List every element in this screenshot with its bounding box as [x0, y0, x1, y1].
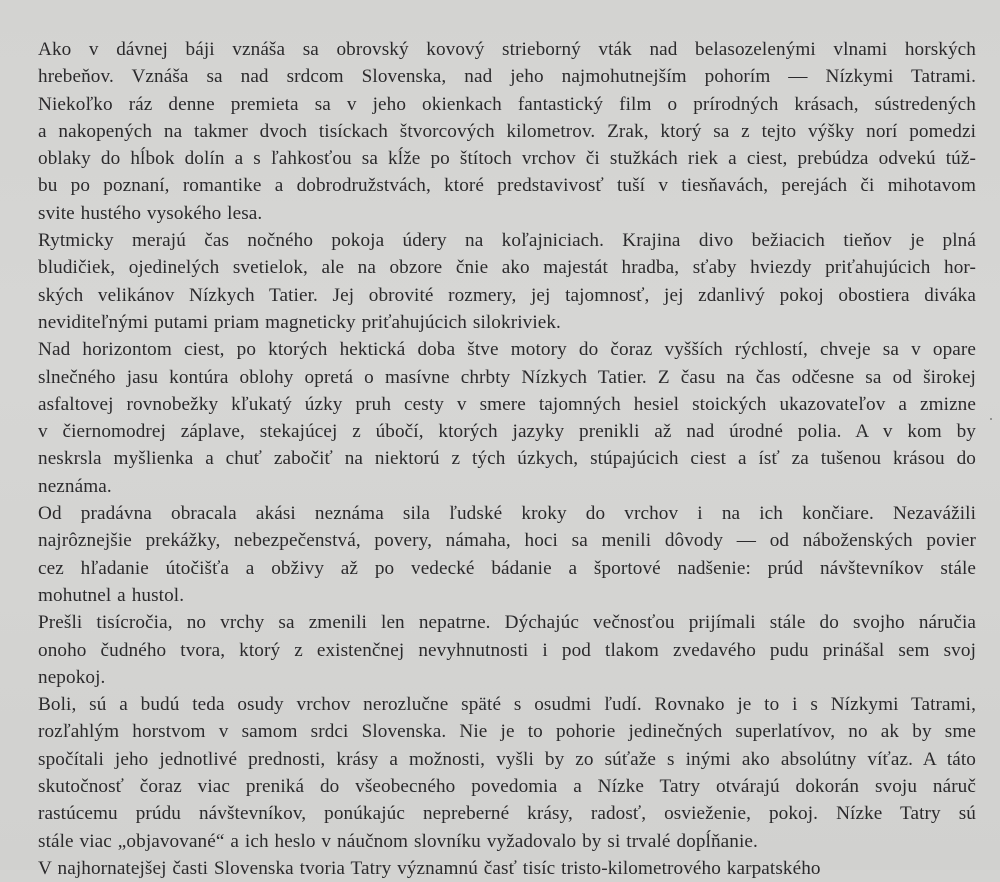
- text-line: neznáma.: [38, 475, 112, 497]
- text-line: ských velikánov Nízkych Tatier. Jej obrovité rozmery, jej tajomnosť, jej zdanlivý pokoj obostiera diváka: [38, 284, 976, 306]
- text-line: hrebeňov. Vznáša sa nad srdcom Slovenska, nad jeho najmohutnejším pohorím — Nízkymi Tatrami.: [38, 66, 976, 88]
- paragraph-3: [38, 336, 976, 500]
- text-line: a nakopených na takmer dvoch tisíckach štvorcových kilometrov. Zrak, ktorý sa z tejto výšky norí pomedzi: [38, 120, 976, 142]
- text-line: mohutnel a hustol.: [38, 584, 185, 606]
- text-line: bu po poznaní, romantike a dobrodružstvách, ktoré predstavivosť tuší v tiesňavách, perejách či mihotavom: [38, 175, 976, 197]
- text-line: Od pradávna obracala akási neznáma sila ľudské kroky do vrchov i na ich končiare. Nezavážili: [38, 503, 976, 525]
- text-line: stále viac „objavované“ a ich heslo v náučnom slovníku vyžadovalo by si trvalé dopĺňanie.: [38, 830, 758, 852]
- text-line: Boli, sú a budú teda osudy vrchov nerozlučne späté s osudmi ľudí. Rovnako je to i s Nízkymi Tatrami,: [38, 694, 976, 716]
- text-line: Ako v dávnej báji vznáša sa obrovský kovový strieborný vták nad belasozelenými vlnami horských: [38, 39, 976, 60]
- text-line: Prešli tisícročia, no vrchy sa zmenili len nepatrne. Dýchajúc večnosťou prijímali stále do svojho náručia: [38, 612, 976, 634]
- paper-speck: [990, 418, 992, 420]
- paragraph-7: [38, 855, 976, 882]
- text-line: Rytmicky merajú čas nočného pokoja údery na koľajniciach. Krajina divo bežiacich tieňov je plná: [38, 230, 976, 252]
- text-line: cez hľadanie útočišťa a obživy až po vedecké bádanie a športové nadšenie: prúd návštevníkov stále: [38, 557, 976, 579]
- paragraph-6: [38, 691, 976, 855]
- text-line: v čiernomodrej záplave, stekajúcej z úbočí, ktorých jazyky prenikli až nad úrodné polia. A v kom by: [38, 421, 976, 443]
- text-line: Nad horizontom ciest, po ktorých hektická doba štve motory do čoraz vyšších rýchlostí, chveje sa v opare: [38, 339, 976, 361]
- paragraph-4: [38, 500, 976, 609]
- text-line: Niekoľko ráz denne premieta sa v jeho okienkach fantastický film o prírodných krásach, sústredených: [38, 93, 976, 115]
- paragraph-2: [38, 227, 976, 336]
- text-line: neviditeľnými putami priam magneticky priťahujúcich silokriviek.: [38, 311, 561, 333]
- text-line: slnečného jasu kontúra oblohy opretá o masívne chrbty Nízkych Tatier. Z času na čas odčesne sa od širokej: [38, 366, 976, 388]
- text-line: najrôznejšie prekážky, nebezpečenstvá, povery, námaha, hoci sa menili dôvody — od náboženských povier: [38, 530, 976, 552]
- text-line: rastúcemu prúdu návštevníkov, ponúkajúc nepreberné krásy, radosť, osvieženie, pokoj. Nízke Tatry sú: [38, 803, 976, 825]
- text-line: oblaky do hĺbok dolín a s ľahkosťou sa kĺže po štítoch vrchov či stužkách riek a ciest, prebúdza odvekú túž-: [38, 148, 976, 170]
- body-text: [38, 36, 976, 882]
- text-line: skutočnosť čoraz viac preniká do všeobecného povedomia a Nízke Tatry otvárajú dokorán svoju náruč: [38, 776, 976, 798]
- text-line: onoho čudného tvora, ktorý z existenčnej nevyhnutnosti i pod tlakom zvedavého pudu prinášal sem svoj: [38, 639, 976, 661]
- text-line: spočítali jeho jednotlivé prednosti, krásy a možnosti, vyšli by zo súťaže s inými ako absolútny víťaz. A táto: [38, 748, 976, 770]
- text-line: nepokoj.: [38, 666, 106, 688]
- paragraph-1: [38, 36, 976, 227]
- text-line: svite hustého vysokého lesa.: [38, 202, 263, 224]
- paragraph-5: [38, 609, 976, 691]
- text-line: bludičiek, ojedinelých svetielok, ale na obzore čnie ako majestát hradba, sťaby hviezdy priťahujúcich hor-: [38, 257, 976, 279]
- text-line: rozľahlým horstvom v samom srdci Slovenska. Nie je to pohorie jedinečných superlatívov, no ak by sme: [38, 721, 976, 743]
- text-line: asfaltovej rovnobežky kľukatý úzky pruh cesty v smere tajomných hesiel stoických ukazovateľov a zmizne: [38, 393, 976, 415]
- text-line: V najhornatejšej časti Slovenska tvoria Tatry významnú časť tisíc tristo-kilometrového karpatského: [38, 857, 821, 879]
- text-line: neskrsla myšlienka a chuť zabočiť na niektorú z tých úzkych, stúpajúcich ciest a ísť za tušenou krásou do: [38, 448, 976, 470]
